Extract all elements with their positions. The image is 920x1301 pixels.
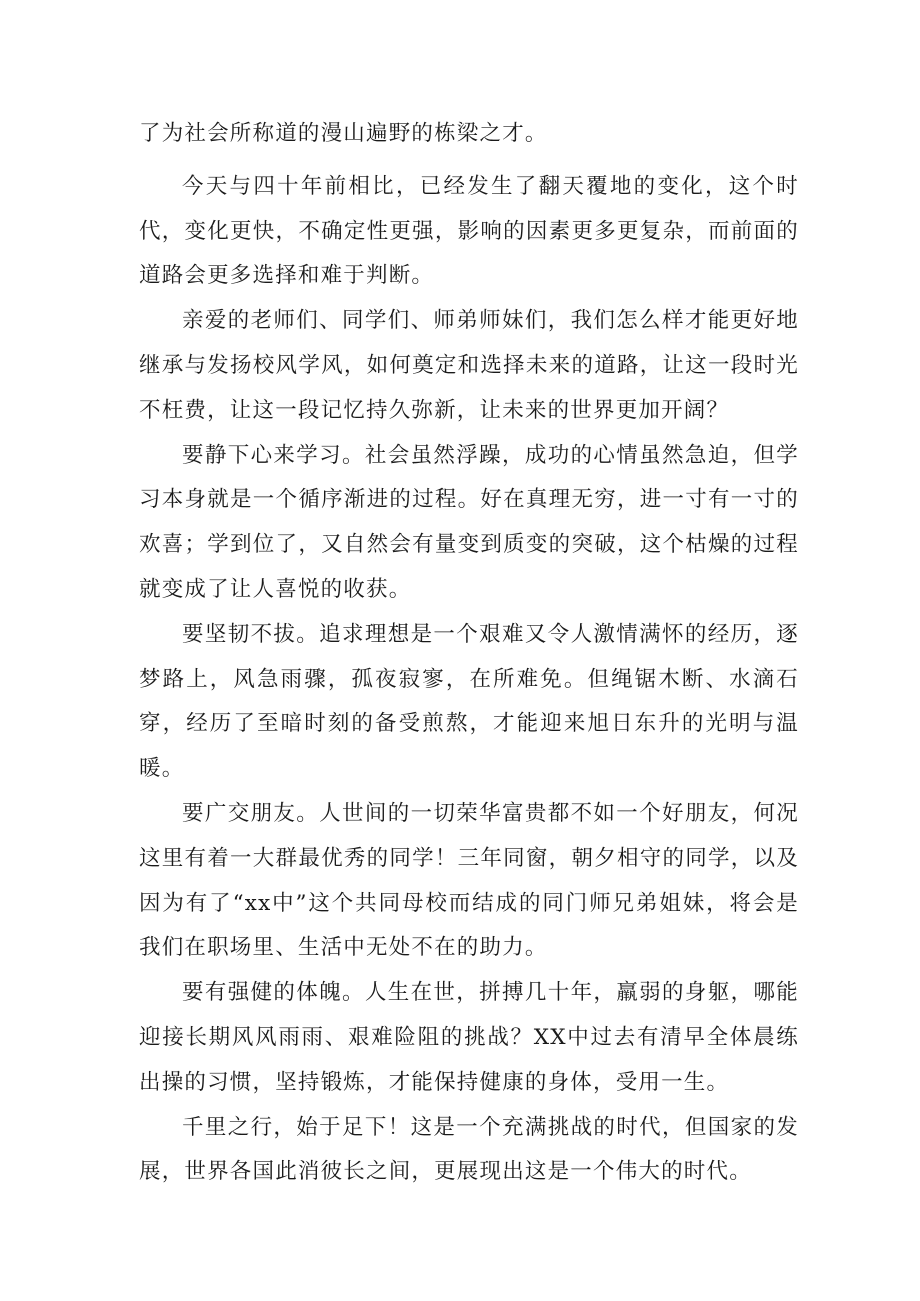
paragraph-changes: 今天与四十年前相比，已经发生了翻天覆地的变化，这个时代，变化更快，不确定性更强，影响的因素更多更复杂，而前面的道路会更多选择和难于判断。 [139,173,799,289]
paragraph-friends: 要广交朋友。人世间的一切荣华富贵都不如一个好朋友，何况这里有着一大群最优秀的同学！三年同窗，朝夕相守的同学，以及因为有了“xx中”这个共同母校而结成的同门师兄弟姐妹，将会是我们在职场里、生活中无处不在的助力。 [139,800,799,961]
paragraph-study: 要静下心来学习。社会虽然浮躁，成功的心情虽然急迫，但学习本身就是一个循序渐进的过程。好在真理无穷，进一寸有一寸的欢喜；学到位了，又自然会有量变到质变的突破，这个枯燥的过程就变成了让人喜悦的收获。 [139,442,799,602]
paragraph-perseverance: 要坚韧不拔。追求理想是一个艰难又令人激情满怀的经历，逐梦路上，风急雨骤，孤夜寂寥，在所难免。但绳锯木断、水滴石穿，经历了至暗时刻的备受煎熬，才能迎来旭日东升的光明与温暖。 [139,621,799,782]
paragraph-continuation: 了为社会所称道的漫山遍野的栋梁之才。 [139,121,548,146]
paragraph-conclusion: 千里之行，始于足下！这是一个充满挑战的时代，但国家的发展，世界各国此消彼长之间，更展现出这是一个伟大的时代。 [139,1114,799,1185]
speech-body [139,112,799,1195]
paragraph-question: 亲爱的老师们、同学们、师弟师妹们，我们怎么样才能更好地继承与发扬校风学风，如何奠定和选择未来的道路，让这一段时光不枉费，让这一段记忆持久弥新，让未来的世界更加开阔？ [139,308,799,423]
paragraph-health: 要有强健的体魄。人生在世，拼搏几十年，羸弱的身躯，哪能迎接长期风风雨雨、艰难险阻的挑战？XX中过去有清早全体晨练出操的习惯，坚持锻炼，才能保持健康的身体，受用一生。 [139,980,799,1095]
